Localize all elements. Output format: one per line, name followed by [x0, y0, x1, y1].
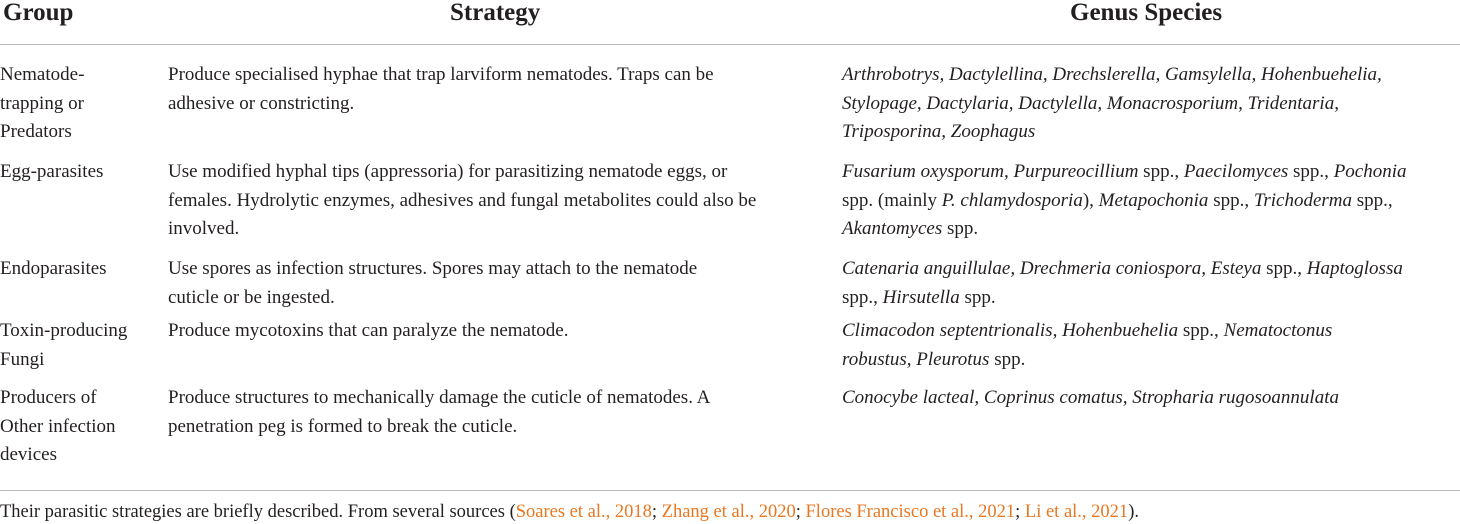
- genus-name: Hirsutella: [882, 286, 960, 308]
- genus-line: [842, 284, 1460, 313]
- genus-text: spp.,: [1178, 320, 1224, 341]
- table-bottom-divider: [0, 490, 1460, 491]
- genus-name: Catenaria anguillulae, Drechmeria coniospora, Esteya: [842, 258, 1262, 279]
- strategy-line: involved.: [168, 218, 240, 239]
- genus-text: spp.: [942, 218, 979, 239]
- genus-line: [842, 317, 1460, 346]
- group-line: Fungi: [0, 348, 45, 370]
- strategy-line: Use spores as infection structures. Spores may attach to the nematode: [168, 258, 698, 279]
- cell-strategy: [168, 384, 828, 441]
- strategy-line: adhesive or constricting.: [168, 92, 355, 114]
- genus-name: Haptoglossa: [1306, 258, 1403, 279]
- genus-line: [842, 346, 1460, 375]
- genus-name: Arthrobotrys, Dactylellina, Drechslerella, Gamsylella, Hohenbuehelia,: [842, 64, 1382, 85]
- genus-line: [842, 158, 1460, 187]
- genus-name: P. chlamydosporia: [941, 189, 1083, 211]
- strategy-line: Produce mycotoxins that can paralyze the nematode.: [168, 320, 569, 341]
- genus-name: Climacodon septentrionalis, Hohenbuehelia: [842, 320, 1179, 341]
- genus-line: [842, 384, 1460, 413]
- genus-text: spp.,: [1261, 258, 1307, 279]
- genus-name: Fusarium oxysporum, Purpureocillium: [842, 161, 1139, 182]
- citation-separator: ;: [651, 502, 662, 522]
- header-group: Group: [3, 0, 74, 26]
- genus-text: spp.,: [1352, 189, 1393, 211]
- header-strategy: Strategy: [450, 0, 541, 26]
- footnote-text: Their parasitic strategies are briefly described. From several sources (: [0, 502, 516, 522]
- genus-name: robustus, Pleurotus: [842, 348, 990, 370]
- cell-group: [0, 255, 160, 284]
- strategy-line: Use modified hyphal tips (appressoria) for parasitizing nematode eggs, or: [168, 161, 728, 182]
- group-line: Endoparasites: [0, 258, 107, 279]
- cell-strategy: [168, 255, 828, 312]
- cell-genus-species: [842, 384, 1460, 413]
- genus-text: spp.: [959, 286, 996, 308]
- cell-group: [0, 384, 160, 470]
- group-line: Egg-parasites: [0, 161, 104, 182]
- genus-text: spp.,: [842, 286, 883, 308]
- cell-genus-species: [842, 61, 1460, 147]
- footnote-closing: ).: [1128, 502, 1139, 522]
- cell-strategy: [168, 317, 828, 346]
- cell-strategy: [168, 158, 828, 244]
- genus-text: spp. (mainly: [842, 189, 942, 211]
- header-divider: [0, 44, 1460, 45]
- cell-genus-species: [842, 317, 1460, 374]
- genus-name: Conocybe lacteal, Coprinus comatus, Stropharia rugosoannulata: [842, 387, 1339, 408]
- genus-name: Pochonia: [1333, 161, 1407, 182]
- footnote-citations: [516, 502, 1128, 522]
- genus-name: Paecilomyces: [1183, 161, 1289, 182]
- genus-text: spp.: [989, 348, 1026, 370]
- genus-line: [842, 61, 1460, 90]
- group-line: Predators: [0, 121, 72, 142]
- group-line: Nematode-: [0, 64, 85, 85]
- genus-name: Metapochonia: [1098, 189, 1209, 211]
- genus-text: ),: [1082, 189, 1099, 211]
- strategy-line: cuticle or be ingested.: [168, 286, 335, 308]
- genus-line: [842, 255, 1460, 284]
- group-line: Other infection: [0, 415, 116, 437]
- strategy-line: penetration peg is formed to break the cuticle.: [168, 415, 518, 437]
- cell-genus-species: [842, 158, 1460, 244]
- strategy-line: Produce structures to mechanically damage the cuticle of nematodes. A: [168, 387, 711, 408]
- genus-name: Nematoctonus: [1223, 320, 1333, 341]
- table-header: [0, 0, 1460, 44]
- citation-link[interactable]: Soares et al., 2018: [515, 502, 652, 522]
- header-genus-species: Genus Species: [1070, 0, 1223, 26]
- citation-link[interactable]: Zhang et al., 2020: [661, 502, 796, 522]
- genus-name: Stylopage, Dactylaria, Dactylella, Monacrosporium, Tridentaria,: [842, 92, 1339, 114]
- cell-group: [0, 158, 160, 187]
- genus-text: spp.,: [1288, 161, 1334, 182]
- group-line: Toxin-producing: [0, 320, 128, 341]
- cell-strategy: [168, 61, 828, 118]
- genus-line: [842, 90, 1460, 119]
- cell-group: [0, 61, 160, 147]
- genus-text: spp.,: [1208, 189, 1254, 211]
- citation-link[interactable]: Flores Francisco et al., 2021: [805, 502, 1016, 522]
- genus-line: [842, 187, 1460, 216]
- group-line: trapping or: [0, 92, 84, 114]
- citation-link[interactable]: Li et al., 2021: [1024, 502, 1129, 522]
- table-footnote: [0, 500, 1460, 524]
- genus-name: Trichoderma: [1253, 189, 1353, 211]
- genus-line: [842, 118, 1460, 147]
- cell-group: [0, 317, 160, 374]
- group-line: devices: [0, 444, 57, 465]
- genus-text: spp.,: [1138, 161, 1184, 182]
- strategy-line: Produce specialised hyphae that trap larviform nematodes. Traps can be: [168, 64, 714, 85]
- cell-genus-species: [842, 255, 1460, 312]
- genus-name: Triposporina, Zoophagus: [842, 121, 1036, 142]
- citation-separator: ;: [795, 502, 806, 522]
- genus-name: Akantomyces: [842, 218, 943, 239]
- strategy-line: females. Hydrolytic enzymes, adhesives and fungal metabolites could also be: [168, 189, 757, 211]
- genus-line: [842, 215, 1460, 244]
- group-line: Producers of: [0, 387, 97, 408]
- citation-separator: ;: [1015, 502, 1025, 522]
